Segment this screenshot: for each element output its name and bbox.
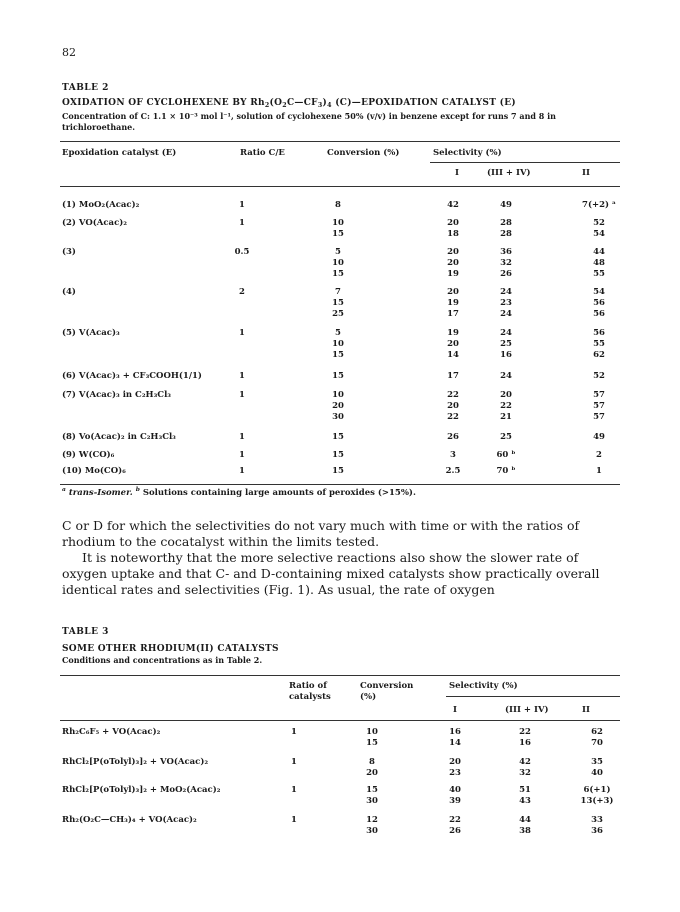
table-row-sel-II-value: 2 <box>596 450 602 460</box>
table-row-sel-II-value: 49 <box>593 432 605 442</box>
table-row-sel-III-IV <box>486 247 526 280</box>
table-row-catalyst: RhCl₂[P(oTolyl)₃]₂ + VO(Acac)₂ <box>62 757 209 767</box>
t3-header-sel-I: I <box>453 705 457 715</box>
table-row-sel-I-value: 22 <box>447 390 459 400</box>
t3-header-conv-2: (%) <box>360 692 377 702</box>
table-row-ratio: 1 <box>291 785 297 795</box>
table-row-sel-I-value: 17 <box>447 309 459 319</box>
table-row-conversion-value: 30 <box>332 412 344 422</box>
table-row-sel-II-value: 52 <box>593 218 605 228</box>
table-row-sel-II-value: 52 <box>593 371 605 381</box>
table-row-sel-II <box>576 200 622 211</box>
table-row-catalyst: Rh₂(O₂C—CH₃)₄ + VO(Acac)₂ <box>62 815 197 825</box>
table-row-sel-I-value: 26 <box>449 826 461 836</box>
table-row-conversion-value: 8 <box>369 757 375 767</box>
table-row-conversion <box>323 200 353 211</box>
table-row-sel-II-value: 13(+3) <box>580 796 614 806</box>
table-row-sel-II-value: 44 <box>593 247 605 257</box>
table-row-sel-I-value: 42 <box>447 200 459 210</box>
table-row-sel-II <box>576 247 622 280</box>
table-row-sel-III-IV-value: 22 <box>500 401 512 411</box>
table-row-sel-II <box>576 390 622 423</box>
t2-selectivity-rule <box>430 162 620 163</box>
table-row-sel-I <box>438 200 468 211</box>
table-row-sel-II-value: 33 <box>591 815 603 825</box>
table-row-sel-I <box>440 727 470 749</box>
table-row-sel-II-value: 1 <box>596 466 602 476</box>
table-row-sel-II-value: 6(+1) <box>583 785 611 795</box>
table-row-sel-I <box>438 390 468 423</box>
table-row-sel-I-value: 20 <box>447 287 459 297</box>
table-row-sel-II <box>574 815 620 837</box>
table-row-sel-II-value: 7(+2) ᵃ <box>582 200 616 210</box>
table-row-conversion-value: 15 <box>332 229 344 239</box>
t3-header-sel-II: II <box>582 705 590 715</box>
table-row-conversion-value: 15 <box>332 450 344 460</box>
table-row-sel-I-value: 22 <box>449 815 461 825</box>
table-row-sel-II-value: 62 <box>593 350 605 360</box>
table-row-sel-I-value: 3 <box>450 450 456 460</box>
table-row-conversion-value: 10 <box>332 258 344 268</box>
table-row-sel-III-IV-value: 21 <box>500 412 512 422</box>
table-row-sel-I-value: 14 <box>449 738 461 748</box>
table-row-sel-III-IV <box>486 390 526 423</box>
table2-bottom-rule <box>60 484 620 485</box>
table-row-sel-I-value: 19 <box>447 328 459 338</box>
table-row-ratio: 1 <box>239 390 245 400</box>
table-row-sel-II-value: 56 <box>593 309 605 319</box>
table-row-sel-III-IV-value: 44 <box>519 815 531 825</box>
table-row-conversion-value: 12 <box>366 815 378 825</box>
table-row-ratio: 1 <box>239 371 245 381</box>
table-row-sel-II <box>576 287 622 320</box>
table-row-sel-III-IV-value: 42 <box>519 757 531 767</box>
table-row-conversion <box>323 247 353 280</box>
table3-top-rule <box>60 675 620 676</box>
table-row-sel-I <box>438 432 468 443</box>
table-row-conversion-value: 10 <box>332 218 344 228</box>
t2-header-conversion: Conversion (%) <box>327 148 400 158</box>
t2-header-selectivity: Selectivity (%) <box>433 148 502 158</box>
table-row-conversion-value: 20 <box>366 768 378 778</box>
table-row-sel-II-value: 55 <box>593 269 605 279</box>
table-row-sel-I-value: 14 <box>447 350 459 360</box>
table-row-sel-I-value: 19 <box>447 269 459 279</box>
table-row-sel-I-value: 23 <box>449 768 461 778</box>
table-row-sel-I-value: 26 <box>447 432 459 442</box>
table-row-sel-I-value: 19 <box>447 298 459 308</box>
table-row-sel-II-value: 48 <box>593 258 605 268</box>
table-row-conversion <box>323 371 353 382</box>
table-row-conversion-value: 15 <box>366 738 378 748</box>
t3-header-sel-III-IV: (III + IV) <box>505 705 549 715</box>
paragraph-2: It is noteworthy that the more selective reactions also show the slower rate of oxygen uptake and that C- and D-containing mixed catalysts show practically overall identical rates and selectivities (Fig. 1). As usual, the rate of oxygen <box>62 550 600 597</box>
table-row-conversion <box>323 328 353 361</box>
table-row-catalyst: (1) MoO₂(Acac)₂ <box>62 200 140 210</box>
table-row-sel-II <box>576 466 622 477</box>
table-row-catalyst: (5) V(Acac)₃ <box>62 328 120 338</box>
table-row-sel-II-value: 36 <box>591 826 603 836</box>
table-row-sel-II <box>576 371 622 382</box>
table-row-sel-I <box>440 785 470 807</box>
t3-header-ratio-2: catalysts <box>289 692 331 702</box>
t2-header-sel-III-IV: (III + IV) <box>487 168 531 178</box>
table-row-sel-III-IV-value: 60 ᵇ <box>496 450 516 460</box>
table-row-sel-III-IV-value: 24 <box>500 287 512 297</box>
table-row-sel-III-IV <box>486 328 526 361</box>
table3-subtitle: Conditions and concentrations as in Table 2. <box>62 655 263 665</box>
table-row-conversion <box>323 287 353 320</box>
table-row-catalyst: (8) Vo(Acac)₂ in C₂H₃Cl₃ <box>62 432 176 442</box>
table-row-conversion <box>323 432 353 443</box>
table-row-ratio: 2 <box>239 287 245 297</box>
table-row-sel-II-value: 55 <box>593 339 605 349</box>
t3-header-ratio-1: Ratio of <box>289 681 327 691</box>
table-row-conversion <box>357 757 387 779</box>
table-row-sel-II-value: 70 <box>591 738 603 748</box>
table-row-sel-II <box>574 785 620 807</box>
t2-header-ratio: Ratio C/E <box>240 148 285 158</box>
table-row-sel-II <box>576 328 622 361</box>
table-row-sel-I <box>438 328 468 361</box>
table-row-sel-III-IV-value: 25 <box>500 339 512 349</box>
table-row-conversion-value: 25 <box>332 309 344 319</box>
table-row-sel-III-IV-value: 32 <box>519 768 531 778</box>
table-row-sel-III-IV-value: 24 <box>500 371 512 381</box>
table-row-ratio: 1 <box>239 466 245 476</box>
table-row-sel-II <box>574 757 620 779</box>
table-row-sel-I-value: 20 <box>447 339 459 349</box>
table-row-sel-I <box>438 450 468 461</box>
table-row-sel-I-value: 20 <box>447 401 459 411</box>
body-text <box>62 518 627 598</box>
table-row-sel-II-value: 57 <box>593 412 605 422</box>
table-row-sel-II-value: 40 <box>591 768 603 778</box>
table-row-sel-III-IV-value: 28 <box>500 218 512 228</box>
table-row-sel-III-IV <box>486 432 526 443</box>
table-row-sel-III-IV-value: 20 <box>500 390 512 400</box>
table-row-conversion-value: 10 <box>366 727 378 737</box>
table-row-sel-I-value: 20 <box>447 258 459 268</box>
table-row-catalyst: (2) VO(Acac)₂ <box>62 218 127 228</box>
table-row-conversion-value: 5 <box>335 247 341 257</box>
table-row-sel-II-value: 56 <box>593 328 605 338</box>
paragraph-1: C or D for which the selectivities do not vary much with time or with the ratios of rhodium to the cocatalyst within the limits tested. <box>62 518 580 549</box>
table-row-sel-III-IV <box>486 466 526 477</box>
table-row-sel-III-IV-value: 49 <box>500 200 512 210</box>
table-row-ratio: 1 <box>291 727 297 737</box>
table-row-conversion-value: 30 <box>366 826 378 836</box>
table-row-conversion-value: 15 <box>332 371 344 381</box>
table-row-sel-III-IV-value: 32 <box>500 258 512 268</box>
table-row-sel-II-value: 54 <box>593 229 605 239</box>
table-row-conversion-value: 15 <box>332 466 344 476</box>
table-row-sel-I-value: 18 <box>447 229 459 239</box>
table2-top-rule <box>60 141 620 142</box>
table-row-sel-I-value: 39 <box>449 796 461 806</box>
page-number: 82 <box>62 46 76 59</box>
table-row-conversion-value: 15 <box>332 432 344 442</box>
table-row-sel-III-IV <box>486 450 526 461</box>
table-row-conversion <box>357 815 387 837</box>
table-row-sel-III-IV <box>486 218 526 240</box>
table-row-sel-III-IV <box>486 287 526 320</box>
table-row-sel-I-value: 20 <box>447 218 459 228</box>
table-row-sel-III-IV-value: 28 <box>500 229 512 239</box>
table-row-sel-II-value: 54 <box>593 287 605 297</box>
table-row-conversion-value: 7 <box>335 287 341 297</box>
table-row-sel-III-IV <box>486 200 526 211</box>
table-row-conversion-value: 15 <box>332 350 344 360</box>
table-row-sel-I-value: 22 <box>447 412 459 422</box>
table-row-sel-III-IV-value: 24 <box>500 328 512 338</box>
table-row-sel-I-value: 16 <box>449 727 461 737</box>
table-row-sel-II-value: 57 <box>593 390 605 400</box>
table-row-sel-II-value: 56 <box>593 298 605 308</box>
table-row-conversion-value: 10 <box>332 390 344 400</box>
table-row-conversion-value: 20 <box>332 401 344 411</box>
table-row-sel-III-IV <box>505 727 545 749</box>
table-row-conversion-value: 15 <box>332 269 344 279</box>
table-row-sel-III-IV-value: 43 <box>519 796 531 806</box>
table-row-sel-III-IV <box>505 757 545 779</box>
table-row-ratio: 1 <box>239 432 245 442</box>
table-row-sel-I <box>438 287 468 320</box>
table-row-conversion-value: 15 <box>332 298 344 308</box>
table3-label: TABLE 3 <box>62 627 109 637</box>
table-row-sel-III-IV-value: 23 <box>500 298 512 308</box>
table-row-sel-III-IV-value: 16 <box>500 350 512 360</box>
table-row-sel-II-value: 57 <box>593 401 605 411</box>
table-row-conversion <box>323 390 353 423</box>
table-row-sel-III-IV-value: 22 <box>519 727 531 737</box>
t2-header-catalyst: Epoxidation catalyst (E) <box>62 148 177 158</box>
table-row-sel-II-value: 62 <box>591 727 603 737</box>
table-row-sel-III-IV <box>486 371 526 382</box>
table-row-sel-III-IV <box>505 815 545 837</box>
table-row-sel-I-value: 40 <box>449 785 461 795</box>
t3-selectivity-rule <box>446 696 620 697</box>
table-row-ratio: 1 <box>239 450 245 460</box>
table-row-sel-I <box>438 371 468 382</box>
table-row-sel-III-IV <box>505 785 545 807</box>
table-row-conversion <box>323 466 353 477</box>
table-row-conversion <box>357 785 387 807</box>
table-row-catalyst: RhCl₂[P(oTolyl)₃]₂ + MoO₂(Acac)₂ <box>62 785 221 795</box>
table-row-catalyst: (9) W(CO)₆ <box>62 450 115 460</box>
table-row-sel-II <box>574 727 620 749</box>
table-row-sel-III-IV-value: 26 <box>500 269 512 279</box>
table-row-sel-I <box>438 466 468 477</box>
table-row-sel-III-IV-value: 16 <box>519 738 531 748</box>
table-row-sel-I <box>438 247 468 280</box>
table-row-catalyst: (4) <box>62 287 76 297</box>
table2-header-rule <box>60 186 620 187</box>
t2-header-sel-II: II <box>582 168 590 178</box>
table-row-conversion <box>357 727 387 749</box>
table-row-ratio: 1 <box>291 757 297 767</box>
table2-title: OXIDATION OF CYCLOHEXENE BY $Rh_2(O_2C—CF_3)_4$ (C)—EPOXIDATION CATALYST (E) <box>62 98 516 109</box>
table2-footnotes: $^a$ trans-Isomer. $^b$ Solutions containing large amounts of peroxides (>15%). <box>62 486 416 498</box>
table-row-conversion-value: 10 <box>332 339 344 349</box>
table-row-sel-I-value: 20 <box>447 247 459 257</box>
table-row-catalyst: (6) V(Acac)₃ + CF₃COOH(1/1) <box>62 371 202 381</box>
table-row-ratio: 0.5 <box>234 247 250 257</box>
table-row-ratio: 1 <box>239 200 245 210</box>
table-row-sel-II-value: 35 <box>591 757 603 767</box>
table-row-catalyst: Rh₂C₆F₅ + VO(Acac)₂ <box>62 727 161 737</box>
table-row-sel-III-IV-value: 51 <box>519 785 531 795</box>
table-row-ratio: 1 <box>239 328 245 338</box>
table-row-sel-III-IV-value: 38 <box>519 826 531 836</box>
table3-header-rule <box>60 720 620 721</box>
t3-header-selectivity: Selectivity (%) <box>449 681 518 691</box>
table-row-catalyst: (7) V(Acac)₃ in C₂H₃Cl₃ <box>62 390 172 400</box>
table-row-conversion <box>323 218 353 240</box>
table-row-conversion-value: 8 <box>335 200 341 210</box>
t2-header-sel-I: I <box>455 168 459 178</box>
table2-subtitle: Concentration of C: 1.1 × 10⁻³ mol l⁻¹, solution of cyclohexene 50% (v/v) in benzene except for runs 7 and 8 in trichloroethane. <box>62 111 556 132</box>
table3-title: SOME OTHER RHODIUM(II) CATALYSTS <box>62 644 279 654</box>
table-row-sel-I <box>438 218 468 240</box>
table-row-sel-II <box>576 450 622 461</box>
table-row-sel-II <box>576 432 622 443</box>
table-row-sel-III-IV-value: 25 <box>500 432 512 442</box>
table-row-sel-I-value: 20 <box>449 757 461 767</box>
table-row-catalyst: (3) <box>62 247 76 257</box>
table-row-sel-III-IV-value: 24 <box>500 309 512 319</box>
table2-label: TABLE 2 <box>62 83 109 93</box>
t3-header-conv-1: Conversion <box>360 681 414 691</box>
table-row-sel-III-IV-value: 70 ᵇ <box>496 466 516 476</box>
table-row-ratio: 1 <box>239 218 245 228</box>
table-row-conversion-value: 15 <box>366 785 378 795</box>
table-row-sel-I-value: 17 <box>447 371 459 381</box>
table-row-sel-I-value: 2.5 <box>445 466 461 476</box>
table-row-catalyst: (10) Mo(CO)₆ <box>62 466 126 476</box>
table-row-sel-II <box>576 218 622 240</box>
table-row-ratio: 1 <box>291 815 297 825</box>
table-row-sel-I <box>440 815 470 837</box>
table-row-conversion-value: 30 <box>366 796 378 806</box>
table-row-sel-I <box>440 757 470 779</box>
table-row-conversion-value: 5 <box>335 328 341 338</box>
table-row-sel-III-IV-value: 36 <box>500 247 512 257</box>
table-row-conversion <box>323 450 353 461</box>
